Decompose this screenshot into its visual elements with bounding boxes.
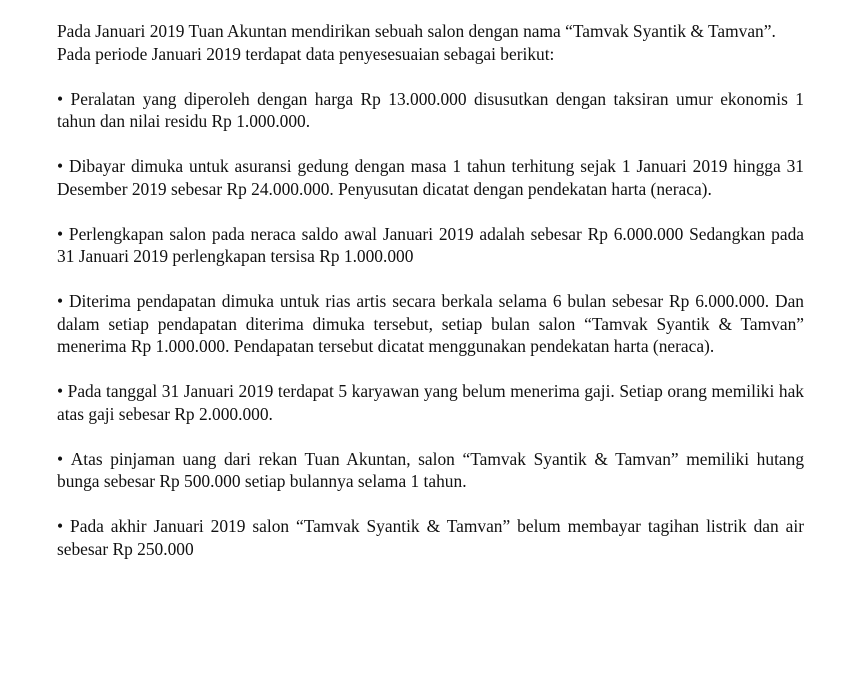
bullet-item-perlengkapan: • Perlengkapan salon pada neraca saldo awal Januari 2019 adalah sebesar Rp 6.000.000 Sedangkan pada 31 Januari 2019 perlengkapan tersisa Rp 1.000.000 [57,223,804,268]
bullet-item-asuransi: • Dibayar dimuka untuk asuransi gedung dengan masa 1 tahun terhitung sejak 1 Januari 2019 hingga 31 Desember 2019 sebesar Rp 24.000.000. Penyusutan dicatat dengan pendekatan harta (neraca). [57,155,804,200]
document-page [57,20,804,583]
bullet-item-hutang-bunga: • Atas pinjaman uang dari rekan Tuan Akuntan, salon “Tamvak Syantik & Tamvan” memiliki hutang bunga sebesar Rp 500.000 setiap bulannya selama 1 tahun. [57,448,804,493]
bullet-item-gaji: • Pada tanggal 31 Januari 2019 terdapat 5 karyawan yang belum menerima gaji. Setiap orang memiliki hak atas gaji sebesar Rp 2.000.000. [57,380,804,425]
bullet-item-listrik-air: • Pada akhir Januari 2019 salon “Tamvak Syantik & Tamvan” belum membayar tagihan listrik dan air sebesar Rp 250.000 [57,515,804,560]
intro-paragraph: Pada Januari 2019 Tuan Akuntan mendirikan sebuah salon dengan nama “Tamvak Syantik & Tamvan”. Pada periode Januari 2019 terdapat data penyesesuaian sebagai berikut: [57,21,776,64]
bullet-item-peralatan: • Peralatan yang diperoleh dengan harga Rp 13.000.000 disusutkan dengan taksiran umur ekonomis 1 tahun dan nilai residu Rp 1.000.000. [57,88,804,133]
bullet-item-pendapatan-dimuka: • Diterima pendapatan dimuka untuk rias artis secara berkala selama 6 bulan sebesar Rp 6.000.000. Dan dalam setiap pendapatan diterima dimuka tersebut, setiap bulan salon “Tamvak Syantik & Tamvan” menerima Rp 1.000.000. Pendapatan tersebut dicatat menggunakan pendekatan harta (neraca). [57,290,804,358]
